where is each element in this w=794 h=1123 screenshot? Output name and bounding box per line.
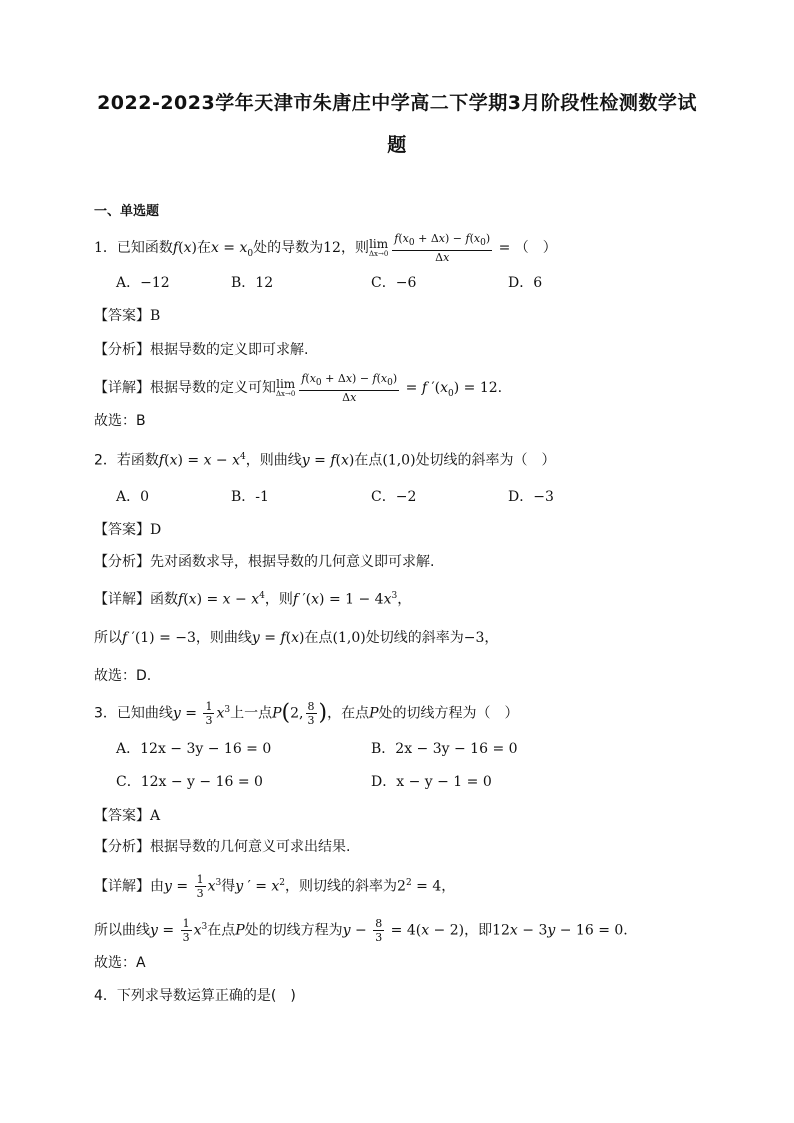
q3-option-c: C．12x − y − 16 = 0 [116,774,263,790]
q2-option-b: B．-1 [231,489,269,505]
section-heading: 一、单选题 [94,204,160,219]
q3-choose: 故选：A [94,955,146,971]
q3-analysis: 【分析】根据导数的几何意义可求出结果. [94,839,351,855]
q2-detail: 【详解】函数$f(x) = x - x^4$，则f $'(x) = 1 - 4x^3$， [94,591,412,608]
q2-answer: 【答案】D [94,522,162,538]
q2-option-a: A．0 [116,489,150,505]
q2-stem: 2．若函数$f(x) = x - x^4$，则曲线y = f(x)在点(1,0)处切线的斜率为（ ） [94,452,556,469]
q1-stem: 1．已知函数f(x)在$x = x_0$处的导数为12，则lim Δx→0 $\frac{f(x_0 + \Delta x) - f(x_0)}{\Delta x}$ = （ ） [94,232,557,265]
q1-option-c: C．−6 [371,275,417,291]
q3-option-b: B．2x − 3y − 16 = 0 [371,741,518,757]
q1-option-d: D．6 [508,275,543,291]
q1-option-a: A．−12 [116,275,170,291]
q2-option-c: C．−2 [371,489,417,505]
q2-choose: 故选：D. [94,668,152,684]
q1-choose: 故选：B [94,413,146,429]
q4-stem: 4．下列求导数运算正确的是( ) [94,988,296,1004]
q1-answer: 【答案】B [94,308,161,324]
q3-option-a: A．12x − 3y − 16 = 0 [116,741,272,757]
q3-detail: 【详解】由y = $\frac{1}{3}$ $x^3$得y ′ = $x^2$，则切线的斜率为$2^2 = 4$， [94,873,456,901]
doc-title-line2: 题 [387,134,407,156]
limit-symbol: lim Δx→0 [368,236,389,258]
q2-analysis: 【分析】先对函数求导，根据导数的几何意义即可求解. [94,554,435,570]
doc-title-line1: 2022-2023学年天津市朱唐庄中学高二下学期3月阶段性检测数学试 [97,92,697,114]
q1-fraction: $\frac{f(x_0 + \Delta x) - f(x_0)}{\Delta x}$ [394,232,491,265]
q1-analysis: 【分析】根据导数的定义即可求解. [94,342,309,358]
q3-detail-line2: 所以曲线y = $\frac{1}{3}$ $x^3$在点P处的切线方程为y − $\frac{8}{3}$ = 4(x − 2)，即12x − 3y − 16 = 0. [94,917,628,945]
q3-answer: 【答案】A [94,808,161,824]
q1-detail: 【详解】根据导数的定义可知lim Δx→0 $\frac{f(x_0 + \Delta x) - f(x_0)}{\Delta x}$ = f $'(x_0) = 12$. [94,372,503,405]
q3-stem: 3．已知曲线y = $\frac{1}{3}$ $x^3$上一点P(2, $\frac{8}{3}$ )，在点P处的切线方程为（ ） [94,700,519,728]
q2-option-d: D．−3 [508,489,554,505]
q3-option-d: D．x − y − 1 = 0 [371,774,492,790]
q2-detail-line2: 所以f ′(1) = −3，则曲线y = f(x)在点(1,0)处切线的斜率为−3， [94,630,499,646]
q1-option-b: B．12 [231,275,274,291]
